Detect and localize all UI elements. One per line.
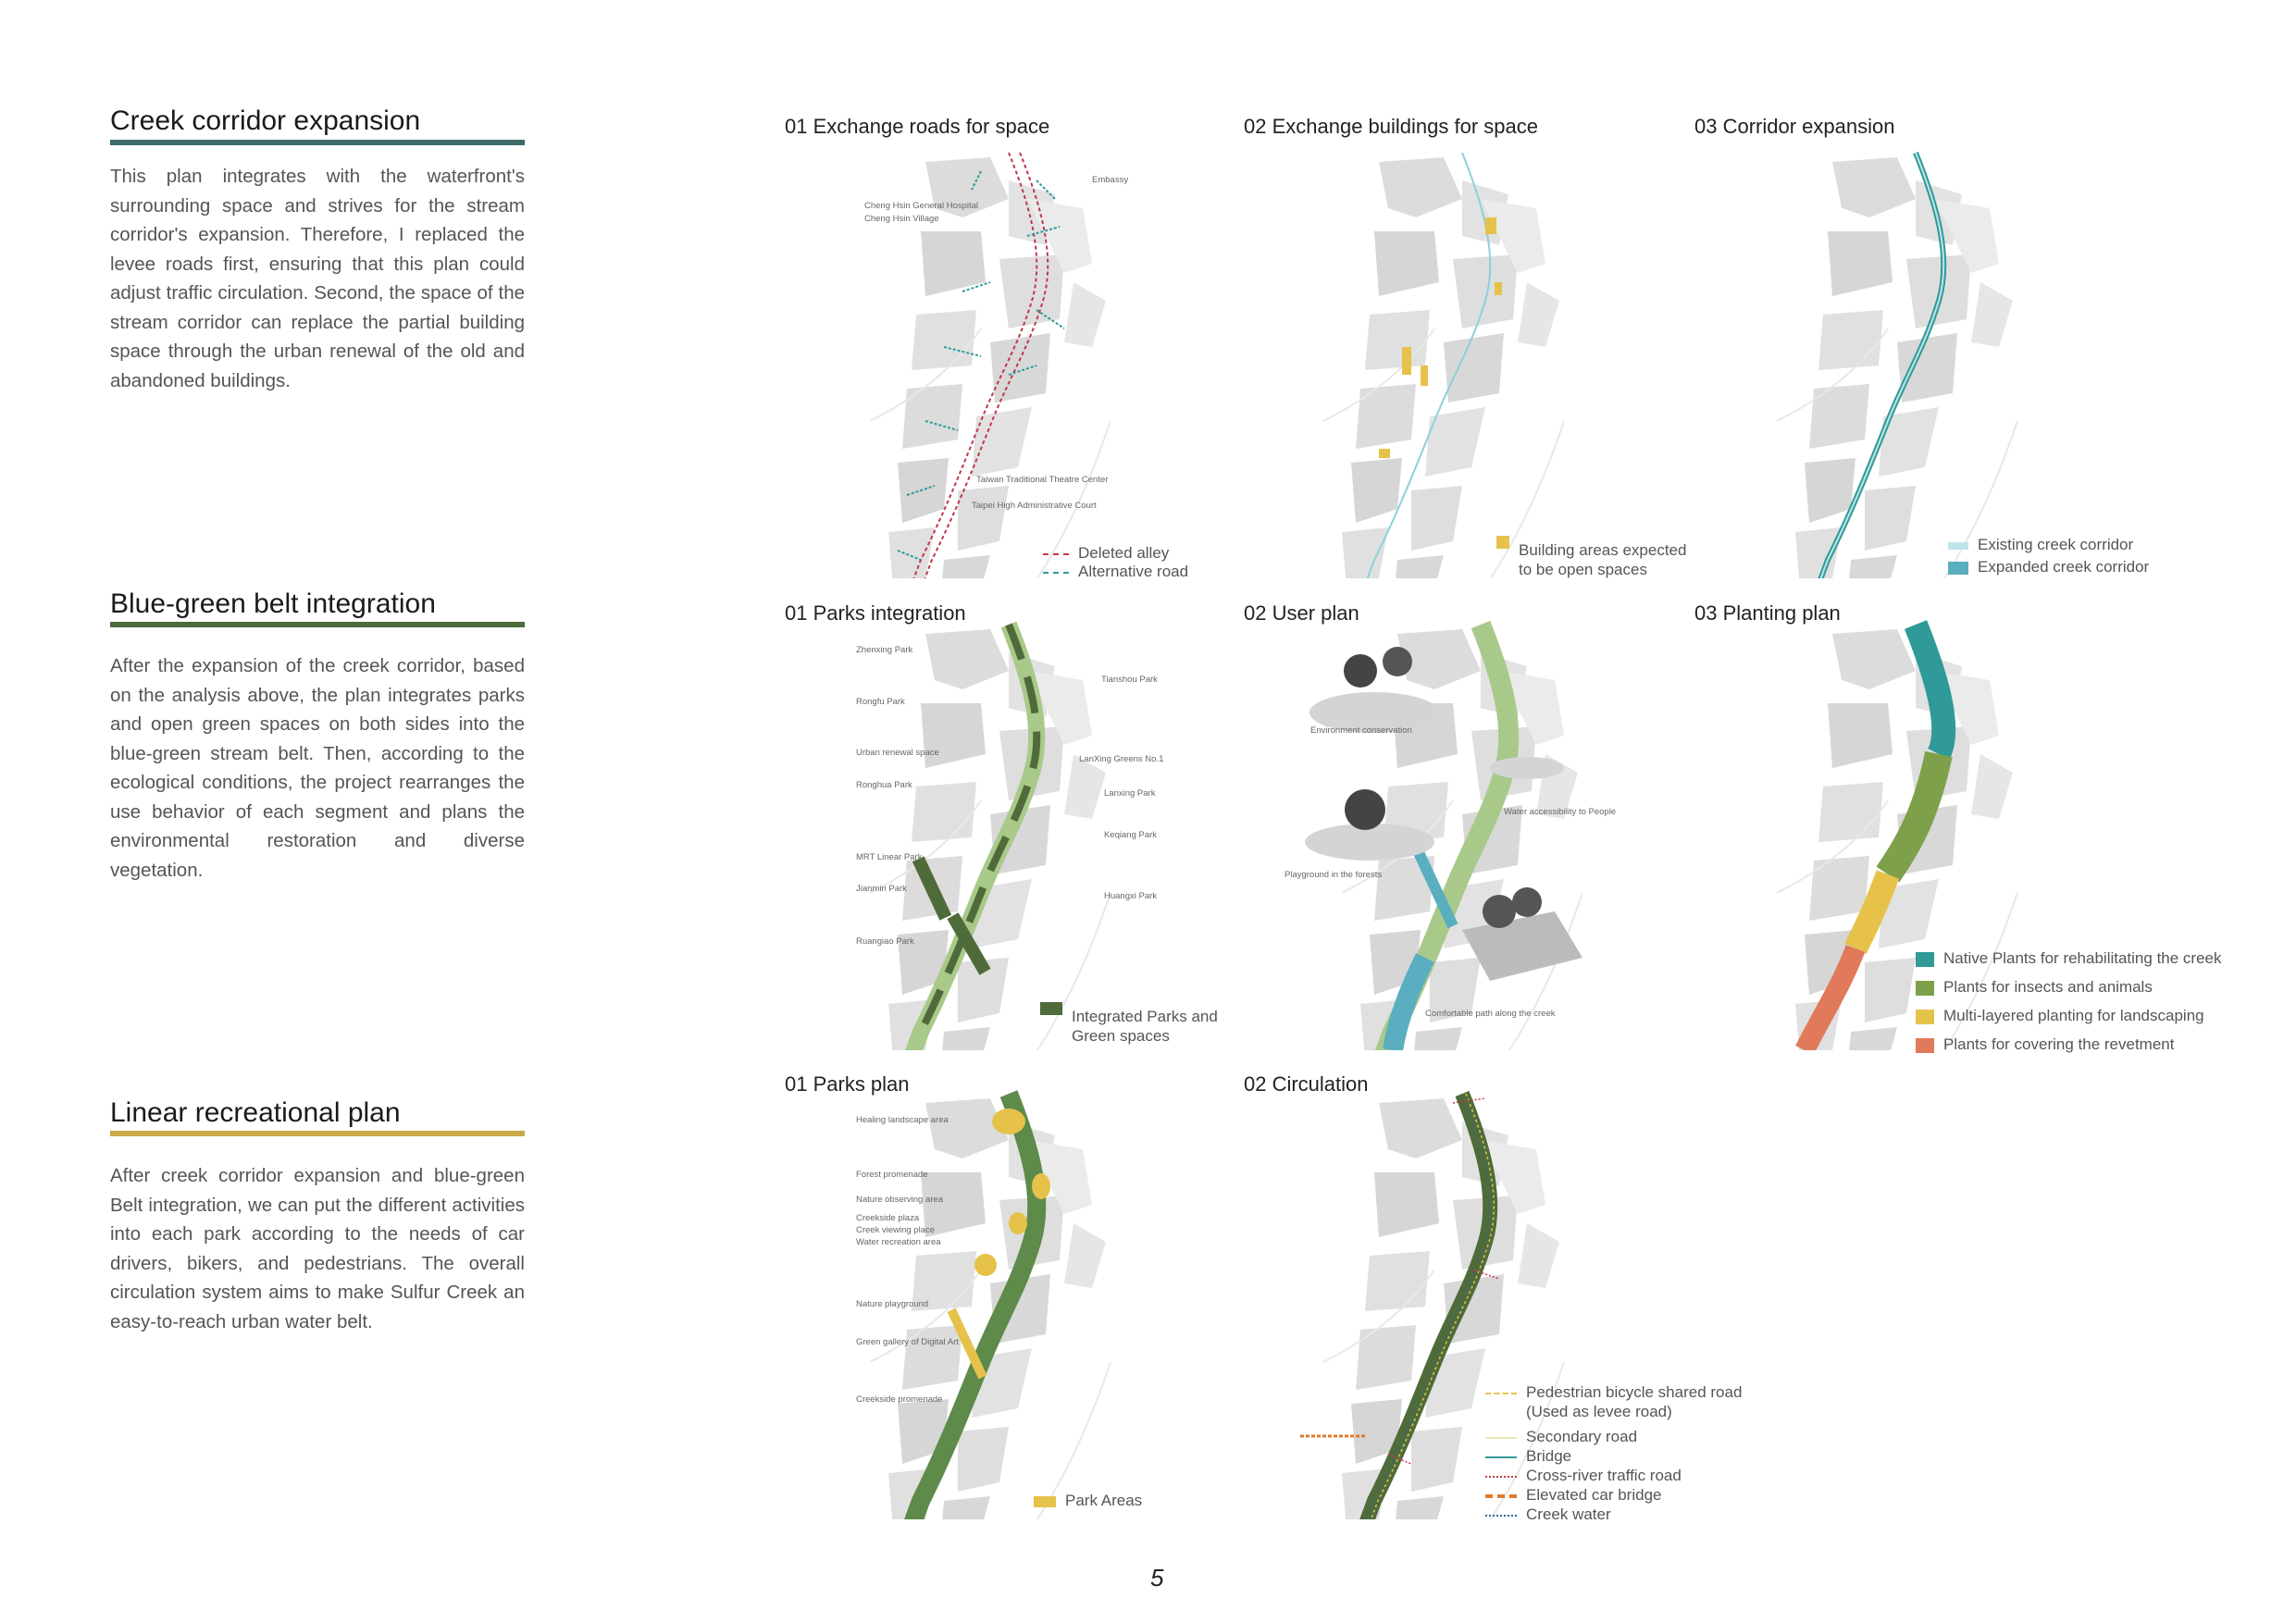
panel-title-planting-plan: 03 Planting plan bbox=[1694, 601, 1841, 625]
map-label: MRT Linear Park bbox=[856, 852, 923, 862]
section-underline bbox=[110, 622, 525, 627]
map-parks-plan bbox=[814, 1084, 1212, 1519]
map-label: Huangxi Park bbox=[1104, 891, 1158, 901]
legend-integrated-parks bbox=[1040, 1007, 1218, 1046]
legend-swatch bbox=[1485, 1476, 1517, 1478]
legend-native-plants bbox=[1916, 948, 2222, 968]
legend-shared-road-note: (Used as levee road) bbox=[1526, 1403, 1672, 1420]
map-label: Forest promenade bbox=[856, 1170, 928, 1180]
legend-label: to be open spaces bbox=[1519, 561, 1647, 578]
legend-expanded-creek bbox=[1948, 557, 2149, 576]
legend-swatch bbox=[1948, 542, 1968, 550]
section-underline bbox=[110, 1131, 525, 1136]
panel-title-circulation: 02 Circulation bbox=[1244, 1072, 1369, 1096]
map-label: Rongfu Park bbox=[856, 697, 905, 707]
legend-label: Integrated Parks and bbox=[1072, 1008, 1218, 1025]
section-title: Linear recreational plan bbox=[110, 1097, 401, 1128]
legend-deleted-alley bbox=[1043, 543, 1169, 563]
legend-swatch bbox=[1043, 553, 1069, 555]
section-body: This plan integrates with the waterfront's surrounding space and strives for the stream corridor's expansion. Therefore, I replaced the levee roads first, ensuring that this plan could adjust traffic circulation. Second, the space of the stream corridor can replace the partial building space through the urban renewal of the old and abandoned buildings. bbox=[110, 166, 525, 391]
legend-swatch bbox=[1040, 1002, 1062, 1015]
legend-insect-plants bbox=[1916, 977, 2153, 997]
map-label: Nature playground bbox=[856, 1299, 929, 1309]
legend-label: Multi-layered planting for landscaping bbox=[1943, 1007, 2204, 1024]
map-label: Comfortable path along the creek bbox=[1425, 1009, 1556, 1019]
legend-existing-creek bbox=[1948, 535, 2133, 554]
legend-swatch bbox=[1916, 1010, 1934, 1024]
map-label: Taiwan Traditional Theatre Center bbox=[976, 475, 1109, 485]
legend-label: Native Plants for rehabilitating the creek bbox=[1943, 949, 2222, 967]
map-label: Cheng Hsin General Hospital bbox=[864, 201, 979, 211]
legend-label: Existing creek corridor bbox=[1978, 536, 2134, 553]
legend-label: Pedestrian bicycle shared road bbox=[1526, 1383, 1743, 1401]
legend-label: Deleted alley bbox=[1078, 544, 1170, 562]
legend-swatch bbox=[1034, 1496, 1056, 1507]
legend-cross-river-road bbox=[1485, 1466, 1682, 1485]
map-label: Water accessibility to People bbox=[1504, 807, 1617, 817]
map-label: Green gallery of Digital Art bbox=[856, 1337, 959, 1347]
section-underline bbox=[110, 140, 525, 145]
legend-swatch bbox=[1485, 1494, 1517, 1498]
legend-label: Park Areas bbox=[1065, 1492, 1143, 1509]
legend-shared-road bbox=[1485, 1382, 1742, 1402]
legend-swatch bbox=[1485, 1393, 1517, 1394]
page-number: 5 bbox=[1150, 1564, 1164, 1592]
map-label: Taipei High Administrative Court bbox=[972, 501, 1097, 511]
legend-label: Alternative road bbox=[1078, 563, 1189, 580]
legend-label: Building areas expected bbox=[1519, 541, 1687, 559]
map-parks-integration bbox=[814, 615, 1212, 1050]
panel-title-exchange-buildings: 02 Exchange buildings for space bbox=[1244, 115, 1538, 138]
map-label: Nature observing area bbox=[856, 1195, 943, 1205]
map-exchange-buildings bbox=[1286, 143, 1592, 578]
panel-title-exchange-roads: 01 Exchange roads for space bbox=[785, 115, 1050, 138]
map-label: Creek viewing place bbox=[856, 1225, 936, 1235]
map-user-plan bbox=[1277, 615, 1684, 1050]
legend-building-areas bbox=[1496, 540, 1686, 579]
legend-label: Elevated car bridge bbox=[1526, 1486, 1662, 1504]
map-label: LanXing Greens No.1 bbox=[1079, 754, 1164, 764]
map-corridor-expansion bbox=[1740, 143, 2045, 578]
map-label: Cheng Hsin Village bbox=[864, 214, 939, 224]
panel-title-corridor-expansion: 03 Corridor expansion bbox=[1694, 115, 1895, 138]
legend-revetment-plants bbox=[1916, 1035, 2174, 1054]
map-label: Ruangiao Park bbox=[856, 936, 914, 947]
map-label: Environment conservation bbox=[1310, 725, 1412, 736]
section-body: After creek corridor expansion and blue-green Belt integration, we can put the different activities into each park according to the needs of car drivers, bikers, and pedestrians. The overall circulation system aims to make Sulfur Creek an easy-to-reach urban water belt. bbox=[110, 1165, 525, 1332]
legend-bridge bbox=[1485, 1446, 1571, 1466]
map-label: Water recreation area bbox=[856, 1237, 941, 1247]
legend-label: Green spaces bbox=[1072, 1027, 1170, 1045]
legend-swatch bbox=[1043, 572, 1069, 574]
legend-swatch bbox=[1496, 536, 1509, 549]
legend-swatch bbox=[1485, 1437, 1517, 1439]
section-body: After the expansion of the creek corridor, based on the analysis above, the plan integrates parks and open green spaces on both sides into the blue-green stream belt. Then, according to the ecological conditions, the project rearranges the use behavior of each segment and plans the environmental restoration and diverse vegetation. bbox=[110, 655, 525, 881]
legend-secondary-road bbox=[1485, 1427, 1637, 1446]
panel-title-parks-integration: 01 Parks integration bbox=[785, 601, 966, 625]
map-label: Jianmin Park bbox=[856, 884, 907, 894]
legend-park-areas bbox=[1034, 1491, 1142, 1510]
legend-creek-water bbox=[1485, 1505, 1611, 1524]
legend-swatch bbox=[1916, 981, 1934, 996]
legend-swatch bbox=[1916, 1038, 1934, 1053]
panel-title-user-plan: 02 User plan bbox=[1244, 601, 1359, 625]
section-title: Blue-green belt integration bbox=[110, 588, 436, 619]
map-label: Keqiang Park bbox=[1104, 830, 1158, 840]
map-label: Lanxing Park bbox=[1104, 788, 1156, 799]
map-label: Embassy bbox=[1092, 175, 1129, 185]
legend-swatch bbox=[1916, 952, 1934, 967]
legend-label: Expanded creek corridor bbox=[1978, 558, 2150, 576]
map-label: Healing landscape area bbox=[856, 1115, 949, 1125]
legend-label: Secondary road bbox=[1526, 1428, 1638, 1445]
legend-swatch bbox=[1948, 562, 1968, 575]
legend-alternative-road bbox=[1043, 562, 1188, 581]
legend-label: Creek water bbox=[1526, 1505, 1611, 1523]
legend-multilayer-planting bbox=[1916, 1006, 2204, 1025]
map-label: Creekside promenade bbox=[856, 1394, 943, 1405]
map-exchange-roads bbox=[814, 143, 1212, 578]
legend-elevated-bridge bbox=[1485, 1485, 1661, 1505]
section-title: Creek corridor expansion bbox=[110, 105, 421, 136]
map-label: Playground in the forests bbox=[1285, 870, 1383, 880]
legend-swatch bbox=[1485, 1456, 1517, 1458]
panel-title-parks-plan: 01 Parks plan bbox=[785, 1072, 910, 1096]
legend-label: Plants for insects and animals bbox=[1943, 978, 2153, 996]
legend-label: Plants for covering the revetment bbox=[1943, 1035, 2175, 1053]
map-label: Zhenxing Park bbox=[856, 645, 913, 655]
map-label: Tianshou Park bbox=[1101, 675, 1158, 685]
legend-label: Bridge bbox=[1526, 1447, 1572, 1465]
map-label: Creekside plaza bbox=[856, 1213, 920, 1223]
map-label: Urban renewal space bbox=[856, 748, 939, 758]
map-label: Ronghua Park bbox=[856, 780, 912, 790]
legend-swatch bbox=[1485, 1515, 1517, 1517]
legend-label: Cross-river traffic road bbox=[1526, 1467, 1682, 1484]
